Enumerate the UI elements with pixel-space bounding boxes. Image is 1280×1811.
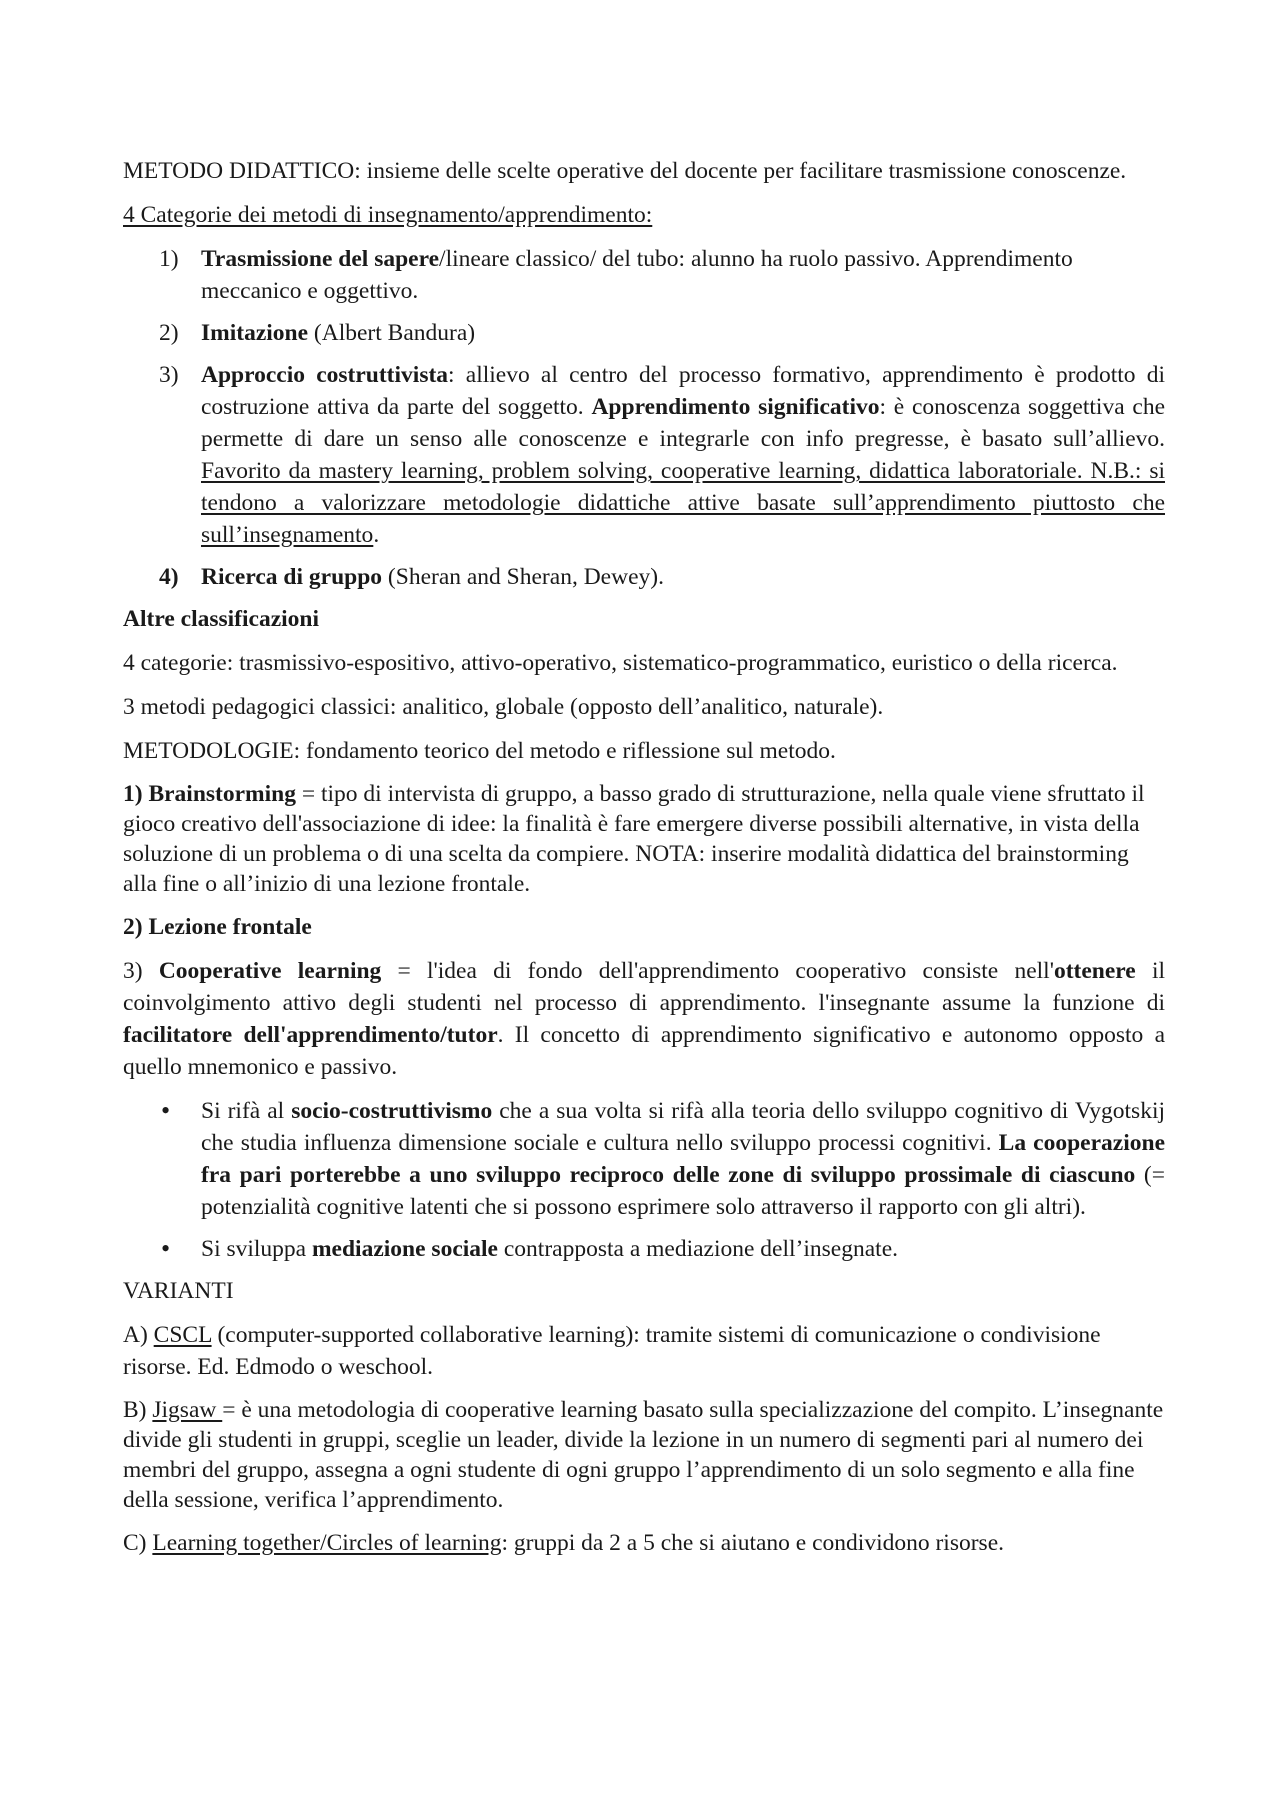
- cooperative-bullets: [123, 1095, 1165, 1265]
- list-item: [123, 561, 1165, 593]
- categories-heading: [123, 199, 1165, 231]
- coop-bold-3: facilitatore dell'apprendimento/tutor: [123, 1022, 498, 1048]
- list-marker: 2): [159, 320, 179, 346]
- variant-a-prefix: A): [123, 1322, 154, 1348]
- list-item: [123, 359, 1165, 551]
- paragraph-metodologie: METODOLOGIE: fondamento teorico del metodo e riflessione sul metodo.: [123, 738, 836, 764]
- list-item: [123, 1233, 1165, 1265]
- item-text: : allievo al centro del processo formativo, apprendimento è prodotto di costruzione attiva da parte del soggetto.: [201, 362, 1165, 420]
- bullet-text-1: Si rifà al: [201, 1098, 292, 1124]
- coop-number: 3): [123, 958, 159, 984]
- paragraph-brainstorming: [123, 779, 1165, 899]
- paragraph-3-metodi: 3 metodi pedagogici classici: analitico, globale (opposto dell’analitico, naturale).: [123, 694, 884, 720]
- item-bold-term: Approccio costruttivista: [201, 362, 449, 388]
- list-item: [123, 317, 1165, 349]
- list-marker: 3): [159, 362, 179, 388]
- list-marker: 4): [159, 564, 179, 590]
- variant-b-prefix: B): [123, 1397, 153, 1423]
- lezione-frontale-heading: [123, 911, 1165, 943]
- variant-b-title: Jigsaw: [152, 1397, 223, 1423]
- bullet-bold-1: socio-costruttivismo: [291, 1098, 493, 1124]
- coop-text-1: = l'idea di fondo dell'apprendimento cooperativo consiste nell': [381, 958, 1054, 984]
- coop-bold-2: ottenere: [1053, 958, 1136, 984]
- item-underlined-text: Favorito da mastery learning, problem solving, cooperative learning, didattica laboratoriale. N.B.: si tendono a valorizzare metodologie didattiche attive basate sull’apprendimento piuttosto che sull’insegnamento: [201, 458, 1165, 548]
- item-bold-term-2: Apprendimento significativo: [591, 394, 880, 420]
- variant-c-title: Learning together/Circles of learning: [152, 1530, 502, 1556]
- brainstorming-title: 1) Brainstorming: [123, 781, 296, 807]
- bullet-icon: •: [161, 1096, 171, 1125]
- categories-heading-text: 4 Categorie dei metodi di insegnamento/apprendimento:: [123, 202, 653, 228]
- altre-classificazioni-heading: [123, 603, 1165, 635]
- bullet-text-2: contrapposta a mediazione dell’insegnate.: [498, 1236, 898, 1262]
- variant-b-text: = è una metodologia di cooperative learning basato sulla specializzazione del compito. L’insegnante divide gli studenti in gruppi, sceglie un leader, divide la lezione in un numero di segmenti pari al numero dei membri del gruppo, assegna a ogni studente di ogni gruppo l’apprendimento di un solo segmento e alla fine della sessione, verifica l’apprendimento.: [123, 1397, 1164, 1513]
- bullet-text-2: che a sua volta si rifà alla teoria dello sviluppo cognitivo di Vygotskij che studia influenza dimensione sociale e cultura nello sviluppo processi cognitivi.: [201, 1098, 1165, 1156]
- varianti-heading: VARIANTI: [123, 1278, 234, 1304]
- variant-a-text: (computer-supported collaborative learning): tramite sistemi di comunicazione o condivisione risorse. Ed. Edmodo o weschool.: [123, 1322, 1101, 1380]
- coop-title: Cooperative learning: [158, 958, 382, 984]
- categories-list: [123, 243, 1165, 593]
- bullet-bold-2: La cooperazione fra pari porterebbe a uno sviluppo reciproco delle zone di sviluppo prossimale di ciascuno: [201, 1130, 1165, 1188]
- paragraph-4-categorie: 4 categorie: trasmissivo-espositivo, attivo-operativo, sistematico-programmatico, euristico o della ricerca.: [123, 650, 1118, 676]
- coop-text-2: il coinvolgimento attivo degli studenti nel processo di apprendimento. l'insegnante assume la funzione di: [123, 958, 1166, 1016]
- item-text: (Sheran and Sheran, Dewey).: [382, 564, 664, 590]
- bullet-text-3: (= potenzialità cognitive latenti che si possono esprimere solo attraverso il rapporto con gli altri).: [201, 1162, 1165, 1220]
- bullet-text-1: Si sviluppa: [201, 1236, 312, 1262]
- item-text-2: : è conoscenza soggettiva che permette di dare un senso alle conoscenze e integrarle con info pregresse, è basato sull’allievo.: [201, 394, 1166, 452]
- item-bold-term: Trasmissione del sapere: [201, 246, 440, 272]
- paragraph-variant-b: [123, 1395, 1165, 1515]
- item-bold-term: Imitazione: [201, 320, 309, 346]
- item-bold-term: Ricerca di gruppo: [201, 564, 383, 590]
- altre-classificazioni-text: Altre classificazioni: [123, 606, 320, 632]
- bullet-bold-1: mediazione sociale: [311, 1236, 498, 1262]
- variant-a-title: CSCL: [153, 1322, 212, 1348]
- brainstorming-text: = tipo di intervista di gruppo, a basso grado di strutturazione, nella quale viene sfruttato il gioco creativo dell'associazione di idee: la finalità è fare emergere diverse possibili alternative, in vista della soluzione di un problema o di una scelta da compiere. NOTA: inserire modalità didattica del brainstorming alla fine o all’inizio di una lezione frontale.: [123, 781, 1145, 897]
- lezione-frontale-text: 2) Lezione frontale: [123, 914, 312, 940]
- paragraph-metodo-didattico: METODO DIDATTICO: insieme delle scelte operative del docente per facilitare trasmissione conoscenze.: [123, 158, 1127, 184]
- paragraph-variant-a: [123, 1319, 1165, 1383]
- list-item: [123, 243, 1165, 307]
- list-marker: 1): [159, 246, 179, 272]
- paragraph-variant-c: [123, 1527, 1165, 1559]
- paragraph-cooperative-learning: [123, 955, 1165, 1083]
- item-text: /lineare classico/ del tubo: alunno ha ruolo passivo. Apprendimento meccanico e oggettivo.: [201, 246, 1073, 304]
- list-item: [123, 1095, 1165, 1223]
- variant-c-prefix: C): [123, 1530, 153, 1556]
- item-text-end: .: [373, 522, 380, 548]
- item-text: (Albert Bandura): [308, 320, 476, 346]
- variant-c-text: : gruppi da 2 a 5 che si aiutano e condividono risorse.: [501, 1530, 1005, 1556]
- coop-text-3: . Il concetto di apprendimento significativo e autonomo opposto a quello mnemonico e passivo.: [123, 1022, 1165, 1080]
- bullet-icon: •: [161, 1234, 171, 1263]
